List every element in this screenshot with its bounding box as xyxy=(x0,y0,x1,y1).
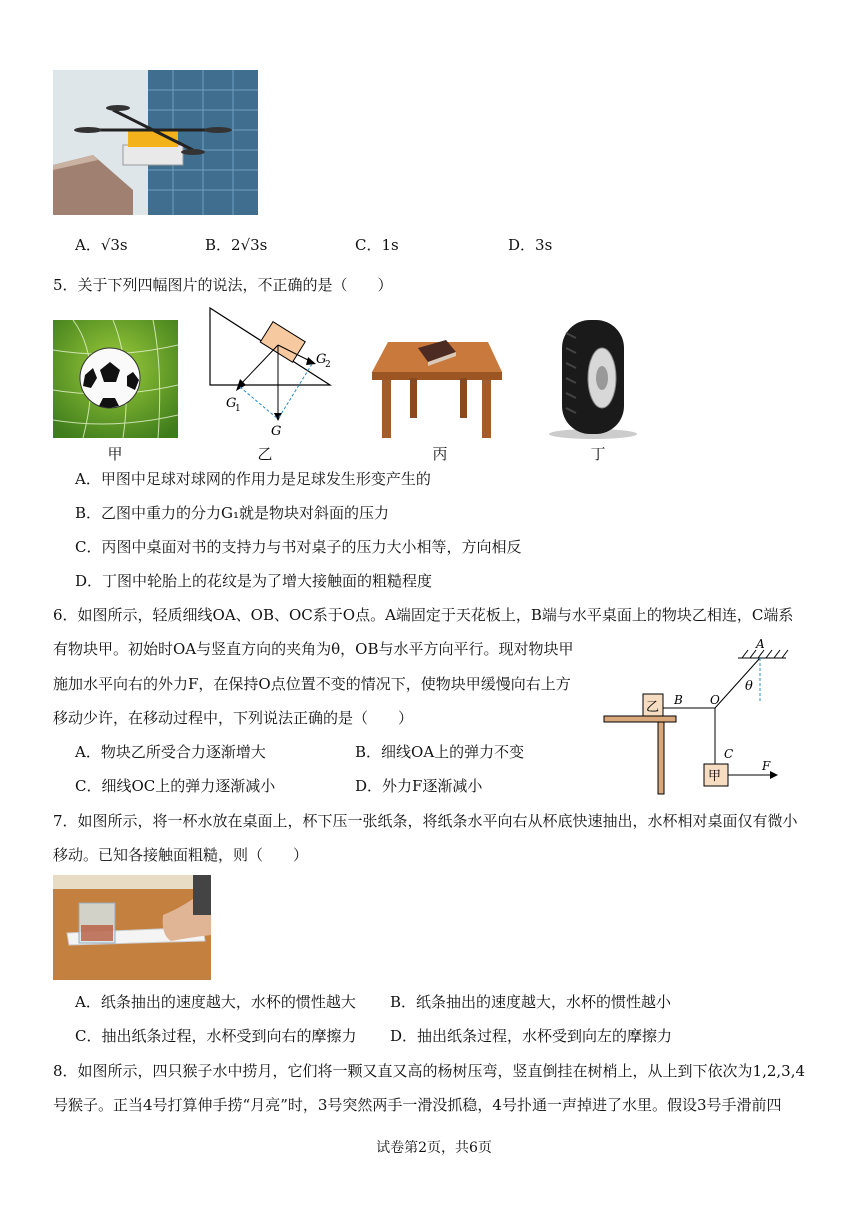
soccer-ball-photo xyxy=(53,320,178,438)
q4-option-d: D．3s xyxy=(508,236,553,254)
g-label: G xyxy=(271,424,282,439)
q8-line-1: 8．如图所示，四只猴子水中捞月，它们将一颗又直又高的杨树压弯，竖直倒挂在树梢上，从上到下依次为1,2,3,4 xyxy=(53,1062,806,1080)
q4-option-a: A．√3s xyxy=(75,236,128,254)
q6-option-a: A．物块乙所受合力逐渐增大 xyxy=(75,743,266,761)
q7-option-d: D．抽出纸条过程，水杯受到向左的摩擦力 xyxy=(390,1027,673,1045)
tire-photo xyxy=(546,318,641,440)
g1-subscript: 1 xyxy=(235,404,241,414)
caption-jia: 甲 xyxy=(107,445,123,463)
q7-option-b: B．纸条抽出的速度越大，水杯的惯性越小 xyxy=(390,993,672,1011)
incline-force-diagram xyxy=(200,305,345,440)
table-with-book-photo xyxy=(370,330,505,440)
q6-option-d: D．外力F逐渐减小 xyxy=(355,777,483,795)
cup-on-paper-photo xyxy=(53,875,211,980)
q6-option-c: C．细线OC上的弹力逐渐减小 xyxy=(75,777,276,795)
q7-option-a: A．纸条抽出的速度越大，水杯的惯性越大 xyxy=(75,993,356,1011)
q6-line-1: 6．如图所示，轻质细线OA、OB、OC系于O点。A端固定于天花板上，B端与水平桌面上的物块乙相连，C端系 xyxy=(53,606,794,624)
q4-option-b: B．2√3s xyxy=(205,236,268,254)
label-f: F xyxy=(762,759,771,773)
caption-bing: 丙 xyxy=(432,445,448,463)
g2-label: G xyxy=(316,352,327,367)
label-yi-block: 乙 xyxy=(646,700,660,715)
string-knot-diagram xyxy=(600,636,795,796)
q5-option-c: C．丙图中桌面对书的支持力与书对桌子的压力大小相等，方向相反 xyxy=(75,538,522,556)
q7-option-c: C．抽出纸条过程，水杯受到向右的摩擦力 xyxy=(75,1027,357,1045)
label-c: C xyxy=(724,747,734,761)
label-b: B xyxy=(674,693,683,707)
q6-line-3: 施加水平向右的外力F，在保持O点位置不变的情况下，使物块甲缓慢向右上方 xyxy=(53,675,571,693)
label-o: O xyxy=(710,693,720,707)
label-theta: θ xyxy=(745,679,753,694)
caption-yi: 乙 xyxy=(257,445,273,463)
label-jia-block: 甲 xyxy=(708,769,722,784)
q6-line-2: 有物块甲。初始时OA与竖直方向的夹角为θ，OB与水平方向平行。现对物块甲 xyxy=(53,640,574,658)
page-footer: 试卷第2页，共6页 xyxy=(376,1140,492,1156)
q4-option-c: C．1s xyxy=(355,236,399,254)
q5-option-a: A．甲图中足球对球网的作用力是足球发生形变产生的 xyxy=(75,470,431,488)
q8-line-2: 号猴子。正当4号打算伸手捞“月亮”时，3号突然两手一滑没抓稳，4号扑通一声掉进了水里。假设3号手滑前四 xyxy=(53,1096,782,1114)
caption-ding: 丁 xyxy=(590,445,606,463)
q7-line-2: 移动。已知各接触面粗糙，则（ ） xyxy=(53,846,309,864)
q5-option-b: B．乙图中重力的分力G₁就是物块对斜面的压力 xyxy=(75,504,390,522)
g1-label: G xyxy=(226,396,237,411)
q6-option-b: B．细线OA上的弹力不变 xyxy=(355,743,525,761)
label-a: A xyxy=(756,637,765,651)
drone-photo xyxy=(53,70,258,215)
q7-line-1: 7．如图所示，将一杯水放在桌面上，杯下压一张纸条，将纸条水平向右从杯底快速抽出，水杯相对桌面仅有微小 xyxy=(53,812,798,830)
q6-line-4: 移动少许，在移动过程中，下列说法正确的是（ ） xyxy=(53,709,414,727)
q5-stem: 5．关于下列四幅图片的说法，不正确的是（ ） xyxy=(53,276,393,294)
q5-option-d: D．丁图中轮胎上的花纹是为了增大接触面的粗糙程度 xyxy=(75,572,433,590)
g2-subscript: 2 xyxy=(325,360,331,370)
